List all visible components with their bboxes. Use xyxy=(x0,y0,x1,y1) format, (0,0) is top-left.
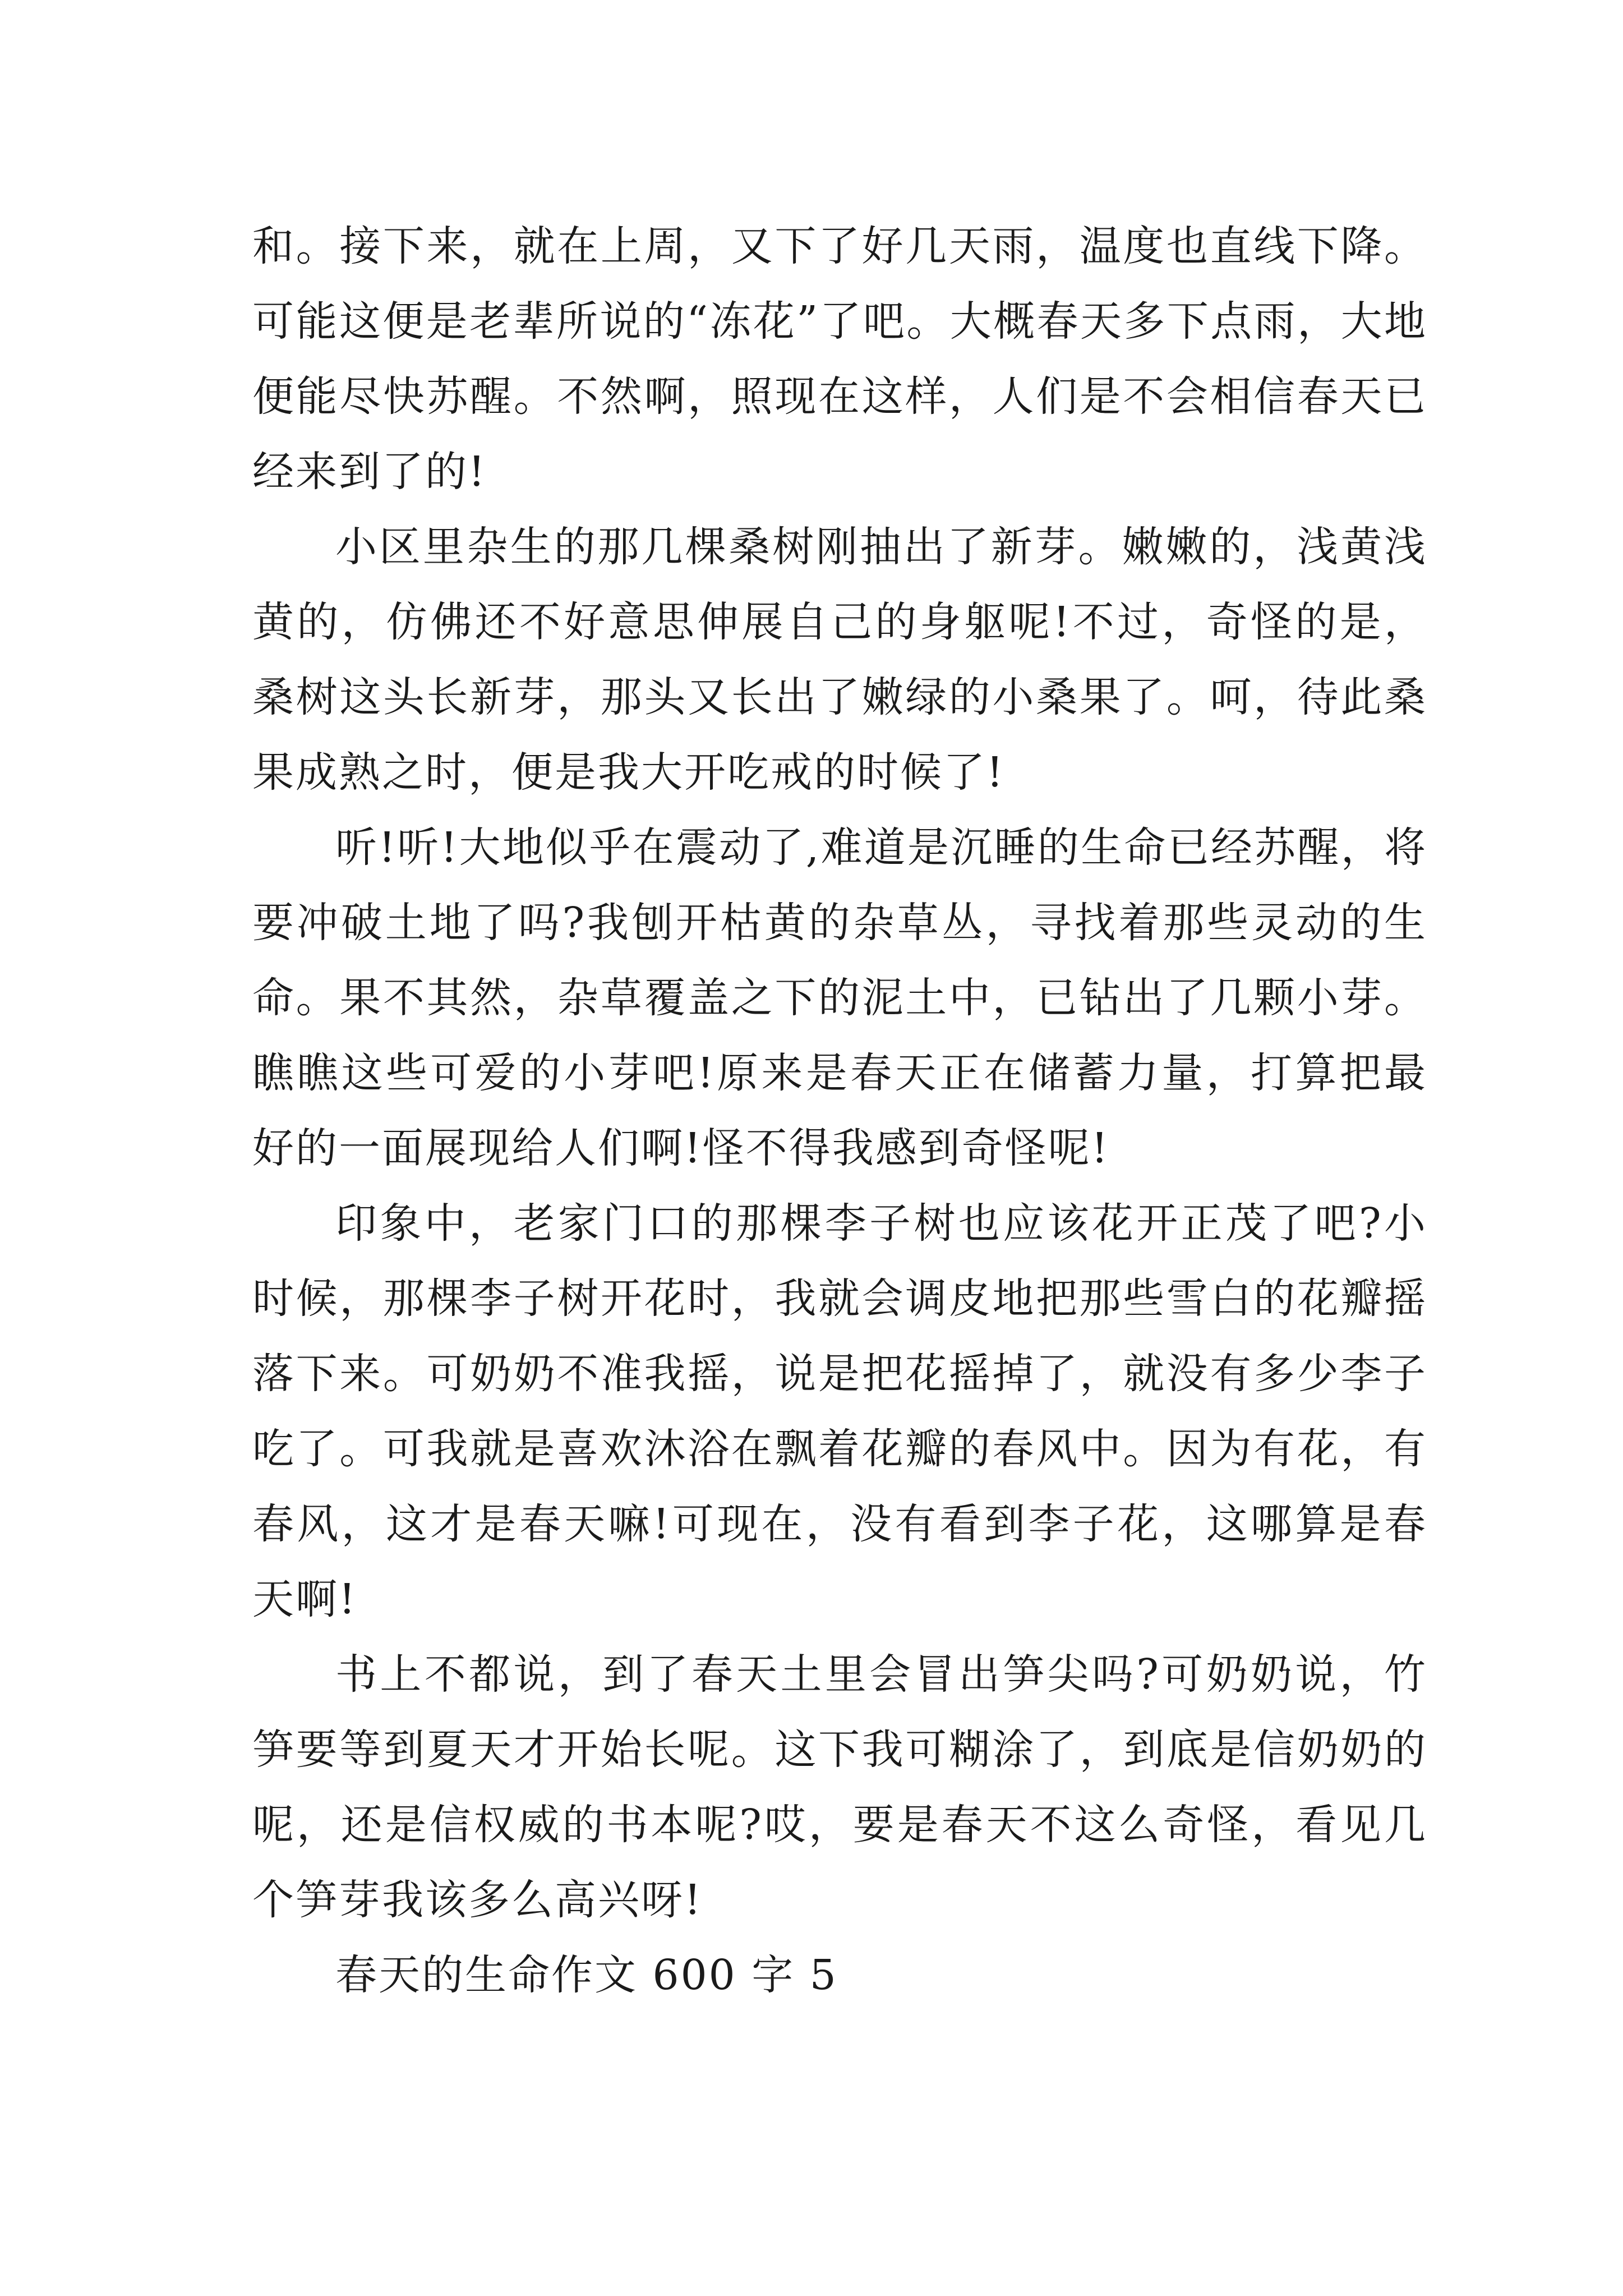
paragraph-4: 印象中，老家门口的那棵李子树也应该花开正茂了吧?小时候，那棵李子树开花时，我就会调皮地把那些雪白的花瓣摇落下来。可奶奶不准我摇，说是把花摇掉了，就没有多少李子吃了。可我就是喜欢沐浴在飘着花瓣的春风中。因为有花，有春风，这才是春天嘛!可现在，没有看到李子花，这哪算是春天啊! xyxy=(252,1199,1427,1623)
essay-body xyxy=(252,209,1427,2013)
essay-title: 春天的生命作文 600 字 5 xyxy=(335,1951,838,1999)
paragraph-5: 书上不都说，到了春天土里会冒出笋尖吗?可奶奶说，竹笋要等到夏天才开始长呢。这下我可糊涂了，到底是信奶奶的呢，还是信权威的书本呢?哎，要是春天不这么奇怪，看见几个笋芽我该多么高兴呀! xyxy=(252,1650,1427,1924)
paragraph-2: 小区里杂生的那几棵桑树刚抽出了新芽。嫩嫩的，浅黄浅黄的，仿佛还不好意思伸展自己的身躯呢!不过，奇怪的是，桑树这头长新芽，那头又长出了嫩绿的小桑果了。呵，待此桑果成熟之时，便是我大开吃戒的时候了! xyxy=(252,523,1427,797)
paragraph-3: 听!听!大地似乎在震动了,难道是沉睡的生命已经苏醒，将要冲破土地了吗?我刨开枯黄的杂草丛，寻找着那些灵动的生命。果不其然，杂草覆盖之下的泥土中，已钻出了几颗小芽。瞧瞧这些可爱的小芽吧!原来是春天正在储蓄力量，打算把最好的一面展现给人们啊!怪不得我感到奇怪呢! xyxy=(252,823,1427,1172)
paragraph-1: 和。接下来，就在上周，又下了好几天雨，温度也直线下降。可能这便是老辈所说的“冻花”了吧。大概春天多下点雨，大地便能尽快苏醒。不然啊，照现在这样，人们是不会相信春天已经来到了的! xyxy=(252,222,1427,496)
